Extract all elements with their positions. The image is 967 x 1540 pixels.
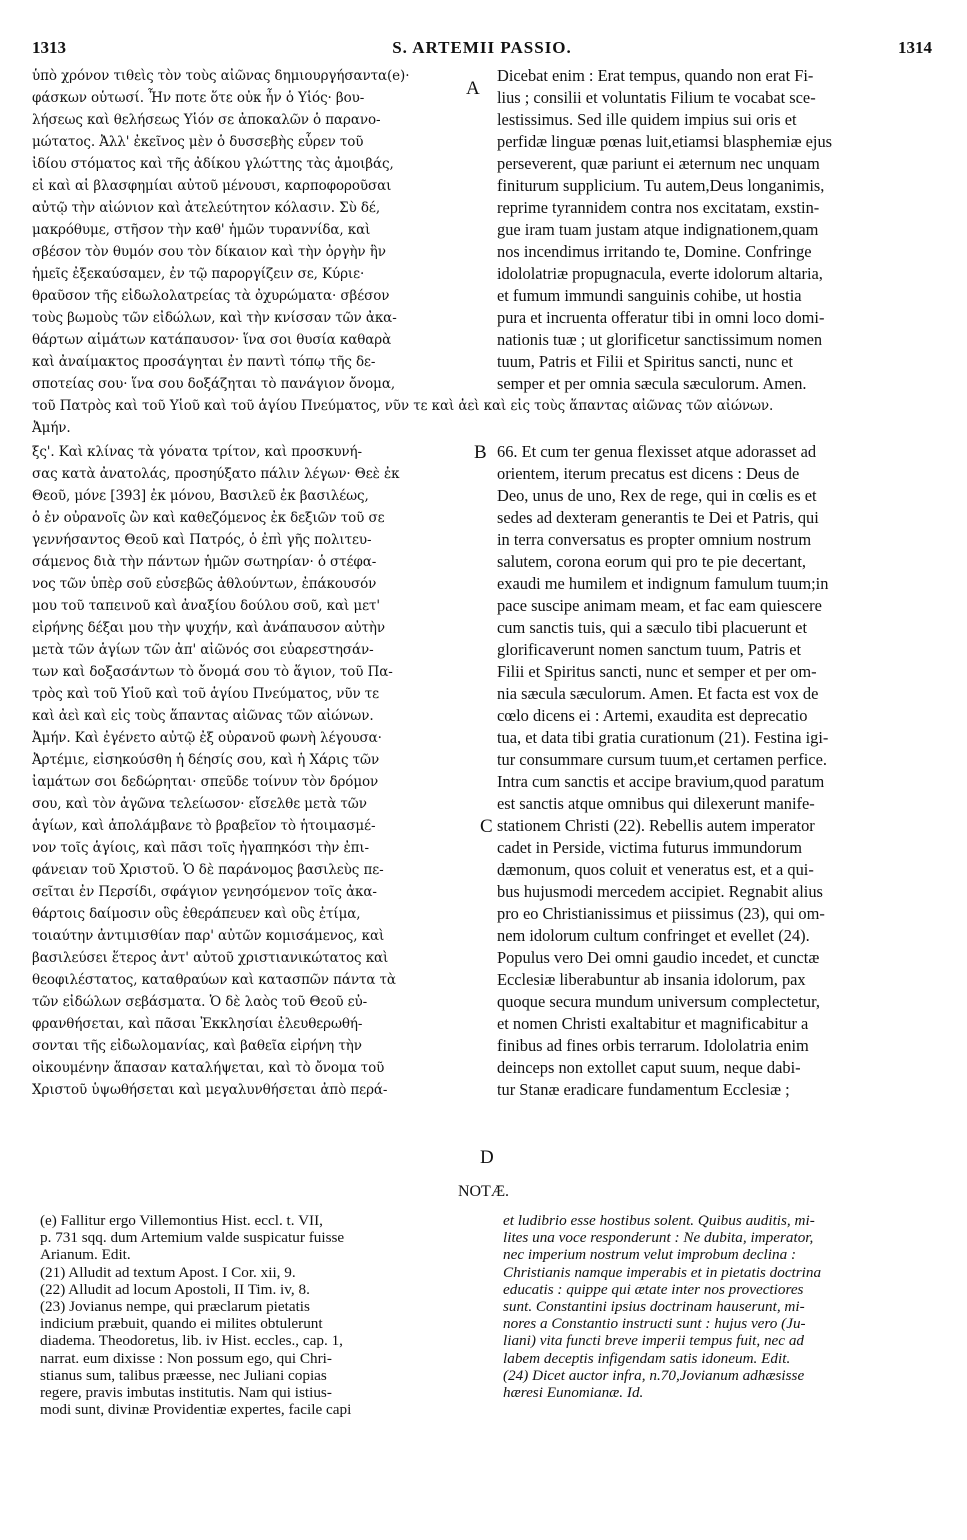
latin-text-line: pura et incruenta offeratur tibi in omni loco domi- — [497, 308, 825, 327]
greek-text-line: ὁ ἐν οὐρανοῖς ὢν καὶ καθεζόμενος ἐκ δεξιῶν τοῦ σε — [32, 510, 385, 526]
running-title: S. ARTEMII PASSIO. — [392, 38, 572, 57]
note-line: liani) vita functi breve imperii tempus fuit, nec ad — [503, 1332, 805, 1350]
note-line: (24) Dicet auctor infra, n.70,Jovianum adhæsisse — [503, 1366, 805, 1384]
greek-column-top — [32, 65, 487, 395]
note-line: (21) Alludit ad textum Apost. I Cor. xii, 9. — [40, 1263, 296, 1281]
latin-text-line: quoque secura mundum universum complectetur, — [497, 992, 820, 1011]
greek-text-line: θάρτων αἱμάτων κατάπαυσον· ἵνα σοι θυσία καθαρὰ — [32, 332, 392, 348]
greek-text-line: εἰ καὶ αἱ βλασφημίαι αὐτοῦ μένουσι, καρποφοροῦσαι — [32, 178, 392, 194]
latin-text-line: nos incendimus irritando te, Domine. Confringe — [497, 242, 812, 261]
latin-text-line: idololatriæ propugnacula, everte idolorum altaria, — [497, 264, 823, 283]
note-line: modi sunt, divinæ Providentiæ expertes, facile capi — [40, 1401, 352, 1419]
greek-text-line: σποτείας σου· ἵνα σου δοξάζηται τὸ πανάγιον ὄνομα, — [32, 376, 396, 392]
margin-marker-a: A — [466, 78, 480, 99]
latin-text-line: cadet in Perside, victima futurus immundorum — [497, 838, 802, 857]
greek-text-line: θραῦσον τῆς εἰδωλολατρείας τὰ ὀχυρώματα· σβέσον — [32, 288, 390, 304]
greek-text-line: γεννήσαντος Θεοῦ καὶ Πατρός, ὁ ἐπὶ γῆς πολιτευ- — [32, 532, 372, 548]
latin-text-line: orientem, iterum precatus est dicens : Deus de — [497, 464, 800, 483]
note-line: lites una voce responderunt : Ne dubita, imperator, — [503, 1229, 814, 1247]
greek-text-line: ἁγίων, καὶ ἀπολάμβανε τὸ βραβεῖον τὸ ἡτοιμασμέ- — [32, 818, 376, 834]
latin-text-line: tur Stanæ eradicare fundamentum Ecclesiæ ; — [497, 1080, 790, 1099]
latin-text-line: Ecclesiæ liberabuntur ab insania idolorum, pax — [497, 970, 806, 989]
greek-text-line: ἡμεῖς ἐξεκαύσαμεν, ἐν τῷ παροργίζειν σε, Κύριε· — [32, 266, 365, 282]
latin-text-line: tua, et data tibi gratia curationum (21). Festina igi- — [497, 728, 829, 747]
greek-text-line: Χριστοῦ ὑψωθήσεται καὶ μεγαλυνθήσεται ἀπὸ περά- — [32, 1082, 388, 1098]
greek-text-line: των καὶ δοξασάντων τὸ ὄνομά σου τὸ ἅγιον, τοῦ Πα- — [32, 664, 393, 680]
latin-text-line: nem idolorum cultum confringet et evellet (24). — [497, 926, 810, 945]
margin-marker-c: C — [480, 816, 493, 837]
latin-text-line: bus hujusmodi mercedem accipiet. Regnabit alius — [497, 882, 823, 901]
greek-text-line: ἰδίου στόματος καὶ τῆς ἀδίκου γλώττης τὰς ἀμοιβάς, — [32, 156, 394, 172]
latin-text-line: 66. Et cum ter genua flexisset atque adorasset ad — [497, 442, 817, 461]
latin-text-line: cœlo dicens ei : Artemi, exaudita est deprecatio — [497, 706, 808, 725]
latin-text-line: lestissimus. Sed ille quidem impius sui oris et — [497, 110, 797, 129]
greek-text-line: ξς'. Καὶ κλίνας τὰ γόνατα τρίτον, καὶ προσκυνή- — [32, 444, 362, 460]
note-line: (23) Jovianus nempe, qui præclarum pietatis — [40, 1297, 310, 1315]
greek-text-line: σεῖται ἐν Περσίδι, σφάγιον γενησόμενον τοῖς ἀκα- — [32, 884, 377, 900]
greek-text-line: ὑπὸ χρόνον τιθεὶς τὸν τοὺς αἰῶνας δημιουργήσαντα(e)· — [32, 68, 410, 84]
latin-text-line: reprime tyrannidem contra nos excitatam, exstin- — [497, 198, 820, 217]
notes-column-right — [503, 1212, 943, 1401]
note-line: nec imperium nostrum velut improbum declina : — [503, 1246, 797, 1264]
greek-text-line: φάνειαν τοῦ Χριστοῦ. Ὁ δὲ παράνομος βασιλεὺς πε- — [32, 862, 384, 878]
greek-text-line: εἰρήνης δέξαι μου τὴν ψυχήν, καὶ ἀνάπαυσον αὐτὴν — [32, 620, 385, 636]
note-line: regere, pravis imbutas institutis. Nam qui istius- — [40, 1383, 332, 1401]
right-page-number: 1314 — [898, 38, 932, 57]
latin-text-line: sedes ad dexteram generantis te Dei et Patris, qui — [497, 508, 819, 527]
note-line: narrat. eum dixisse : Non possum ego, qui Chri- — [40, 1349, 332, 1367]
greek-text-line: φρανθήσεται, καὶ πᾶσαι Ἐκκλησίαι ἐλευθερωθή- — [32, 1016, 363, 1032]
greek-doxology-line: τοῦ Πατρὸς καὶ τοῦ Υἱοῦ καὶ τοῦ ἁγίου Πνεύματος, νῦν τε καὶ ἀεὶ καὶ εἰς τοὺς ἅπαντας αἰῶνας τῶν αἰώνων. — [32, 398, 774, 414]
greek-column-bottom — [32, 441, 487, 1101]
margin-marker-d: D — [480, 1147, 494, 1168]
note-line: educatis : quippe qui ætate inter nos provectiores — [503, 1280, 804, 1298]
notae-heading: NOTÆ. — [457, 1183, 510, 1200]
latin-text-line: Dicebat enim : Erat tempus, quando non erat Fi- — [497, 66, 814, 85]
note-line: Christianis namque imperabis et in pietatis doctrina — [503, 1263, 822, 1281]
greek-text-line: αὐτῷ τὴν αἰώνιον καὶ ἀτελεύτητον κόλασιν. Σὺ δέ, — [32, 200, 381, 216]
latin-text-line: finibus ad fines orbis terrarum. Idololatria enim — [497, 1036, 809, 1055]
note-line: (22) Alludit ad locum Apostoli, II Tim. iv, 8. — [40, 1280, 310, 1298]
latin-text-line: deinceps non extollet caput suum, neque dabi- — [497, 1058, 801, 1077]
latin-text-line: in terra conversatus es propter omnium nostrum — [497, 530, 812, 549]
note-line: (e) Fallitur ergo Villemontius Hist. eccl. t. VII, — [40, 1212, 323, 1229]
greek-amen: Ἀμήν. — [32, 420, 71, 436]
greek-text-line: τῶν εἰδώλων σεβάσματα. Ὁ δὲ λαὸς τοῦ Θεοῦ εὐ- — [32, 994, 368, 1010]
latin-text-line: tuum, Patris et Filii et Spiritus sancti, nunc et — [497, 352, 793, 371]
latin-text-line: semper et per omnia sæcula sæculorum. Amen. — [497, 374, 807, 393]
latin-text-line: est sanctis atque omnibus qui dilexerunt manife- — [497, 794, 815, 813]
greek-text-line: ἰαμάτων σοι δεδώρηται· σπεῦδε τοίνυν τὸν δρόμον — [32, 774, 379, 790]
note-line: nores a Constantio instructi sunt : hujus vero (Ju- — [503, 1315, 806, 1333]
greek-text-line: θεοφιλέστατος, καταθραύων καὶ κατασπῶν πάντα τὰ — [32, 972, 396, 988]
greek-text-line: καὶ ἀεὶ καὶ εἰς τοὺς ἅπαντας αἰῶνας τῶν αἰώνων. — [32, 708, 374, 724]
greek-text-line: βασιλεύσει ἕτερος ἀντ' αὐτοῦ χριστιανικώτατος καὶ — [32, 950, 389, 966]
latin-text-line: Intra cum sanctis et accipe bravium,quod paratum — [497, 772, 825, 791]
latin-text-line: salutem, corona eorum qui pro te pie decertant, — [497, 552, 807, 571]
greek-text-line: σάμενος διὰ τὴν πάντων ἡμῶν σωτηρίαν· ὁ στέφα- — [32, 554, 377, 570]
greek-text-line: φάσκων οὑτωσί. Ἦν ποτε ὅτε οὐκ ἦν ὁ Υἱός· βου- — [32, 90, 365, 106]
note-line: sunt. Constantini ipsius doctrinam hauserunt, mi- — [503, 1297, 805, 1315]
latin-text-line: exaudi me humilem et indignum famulum tuum;in — [497, 574, 829, 593]
greek-text-line: Ἀρτέμιε, εἰσηκούσθη ἡ δέησίς σου, καὶ ἡ Χάρις τῶν — [32, 752, 380, 768]
latin-text-line: Filii et Spiritus sancti, nunc et semper et per om- — [497, 662, 817, 681]
greek-text-line: σας κατὰ ἀνατολάς, προσηύξατο πάλιν λέγων· Θεὲ ἐκ — [32, 466, 400, 482]
greek-text-line: νον τοῖς ἁγίοις, καὶ πᾶσι τοῖς ἠγαπηκόσι τὴν ἐπι- — [32, 840, 370, 856]
greek-text-line: μετὰ τῶν ἁγίων τῶν ἀπ' αἰῶνός σοι εὐαρεστησάν- — [32, 642, 374, 658]
latin-text-line: stationem Christi (22). Rebellis autem imperator — [497, 816, 815, 835]
greek-text-line: λήσεως καὶ θελήσεως Υἱόν σε ἀποκαλῶν ὁ παρανο- — [32, 112, 381, 128]
greek-text-line: Ἀμήν. Καὶ ἐγένετο αὐτῷ ἐξ οὐρανοῦ φωνὴ λέγουσα· — [32, 730, 382, 746]
greek-text-line: οἰκουμένην ἅπασαν καταλήψεται, καὶ τὸ ὄνομα τοῦ — [32, 1060, 385, 1076]
greek-text-line: νος τῶν ὑπὲρ σοῦ εὐσεβῶς ἀθλούντων, ἐπάκουσόν — [32, 576, 377, 592]
latin-text-line: tur consummare cursum tuum,et certamen perfice. — [497, 750, 827, 769]
greek-text-line: μακρόθυμε, στῆσον τὴν καθ' ἡμῶν τυραννίδα, καὶ — [32, 222, 371, 238]
latin-text-line: finiturum supplicium. Tu autem,Deus longanimis, — [497, 176, 825, 195]
notes-column-left — [40, 1212, 480, 1418]
latin-column-bottom — [497, 441, 937, 1101]
latin-text-line: cum sanctis tuis, qui a sæculo tibi placuerunt et — [497, 618, 807, 637]
latin-text-line: Deo, unus de uno, Rex de rege, qui in cœlis es et — [497, 486, 817, 505]
note-line: indicium præbuit, quando ei milites obtulerunt — [40, 1315, 323, 1333]
running-header — [32, 20, 932, 60]
latin-text-line: nia sæcula sæculorum. Amen. Et facta est vox de — [497, 684, 819, 703]
greek-text-line: σονται τῆς εἰδωλομανίας, καὶ βαθεῖα εἰρήνη τὴν — [32, 1038, 362, 1054]
latin-text-line: perfidæ linguæ pœnas luit,etiamsi blasphemiæ ejus — [497, 132, 833, 151]
latin-text-line: lius ; consilii et voluntatis Filium te vocabat sce- — [497, 88, 816, 107]
greek-text-line: σου, καὶ τὸν ἀγῶνα τελείωσον· εἴσελθε μετὰ τῶν — [32, 796, 367, 812]
latin-text-line: gue iram tuam justam atque indignationem,quam — [497, 220, 819, 239]
latin-text-line: dæmonum, quos coluit et veneratus est, et a qui- — [497, 860, 814, 879]
greek-text-line: μου τοῦ ταπεινοῦ καὶ ἀναξίου δούλου σοῦ, καὶ μετ' — [32, 598, 380, 614]
left-page-number: 1313 — [32, 38, 66, 57]
greek-text-line: τοὺς βωμοὺς τῶν εἰδώλων, καὶ τὴν κνίσσαν τῶν ἀκα- — [32, 310, 397, 326]
latin-text-line: Populus vero Dei omni gaudio incedet, et cunctæ — [497, 948, 820, 967]
note-line: Arianum. Edit. — [40, 1246, 131, 1264]
greek-text-line: θάρτοις δαίμοσιν οὓς ἐθεράπευεν καὶ οὓς ἐτίμα, — [32, 906, 361, 922]
latin-text-line: pace suscipe animam meam, et fac eam quiescere — [497, 596, 822, 615]
greek-text-line: καὶ ἀναίμακτος προσάγηται ἐν παντὶ τόπῳ τῆς δε- — [32, 354, 376, 370]
greek-text-line: τρὸς καὶ τοῦ Υἱοῦ καὶ τοῦ ἁγίου Πνεύματος, νῦν τε — [32, 686, 380, 702]
note-line: et ludibrio esse hostibus solent. Quibus auditis, mi- — [503, 1212, 815, 1229]
greek-text-line: σβέσον τὸν θυμόν σου τὸν δίκαιον καὶ τὴν ὀργὴν ἣν — [32, 244, 386, 260]
margin-marker-b: B — [474, 442, 487, 463]
latin-text-line: et fumum immundi sanguinis cohibe, ut hostia — [497, 286, 802, 305]
note-line: p. 731 sqq. dum Artemium valde suspicatur fuisse — [40, 1229, 345, 1247]
latin-column-top — [497, 65, 937, 395]
greek-text-line: Θεοῦ, μόνε [393] ἐκ μόνου, Βασιλεῦ ἐκ βασιλέως, — [32, 488, 369, 504]
greek-text-line: μώτατος. Ἀλλ' ἐκεῖνος μὲν ὁ δυσσεβὴς εὗρεν τοῦ — [32, 134, 364, 150]
note-line: diadema. Theodoretus, lib. iv Hist. eccles., cap. 1, — [40, 1332, 343, 1350]
latin-text-line: et nomen Christi exaltabitur et magnificabitur a — [497, 1014, 809, 1033]
latin-text-line: glorificaverunt nomen sanctum tuum, Patris et — [497, 640, 802, 659]
latin-text-line: pro eo Christianissimus et piissimus (23), qui om- — [497, 904, 825, 923]
note-line: stianus sum, talibus præesse, nec Juliani copias — [40, 1366, 327, 1384]
note-line: hæresi Eunomianæ. Id. — [503, 1383, 644, 1401]
latin-text-line: perseverent, quæ pariunt ei æternum nec unquam — [497, 154, 820, 173]
greek-text-line: τοιαύτην ἀντιμισθίαν παρ' αὐτῶν κομισάμενος, καὶ — [32, 928, 385, 944]
note-line: labem deceptis infigendam satis idoneum. Edit. — [503, 1349, 791, 1367]
latin-text-line: nationis tuæ ; ut glorificetur sanctissimum nomen — [497, 330, 823, 349]
